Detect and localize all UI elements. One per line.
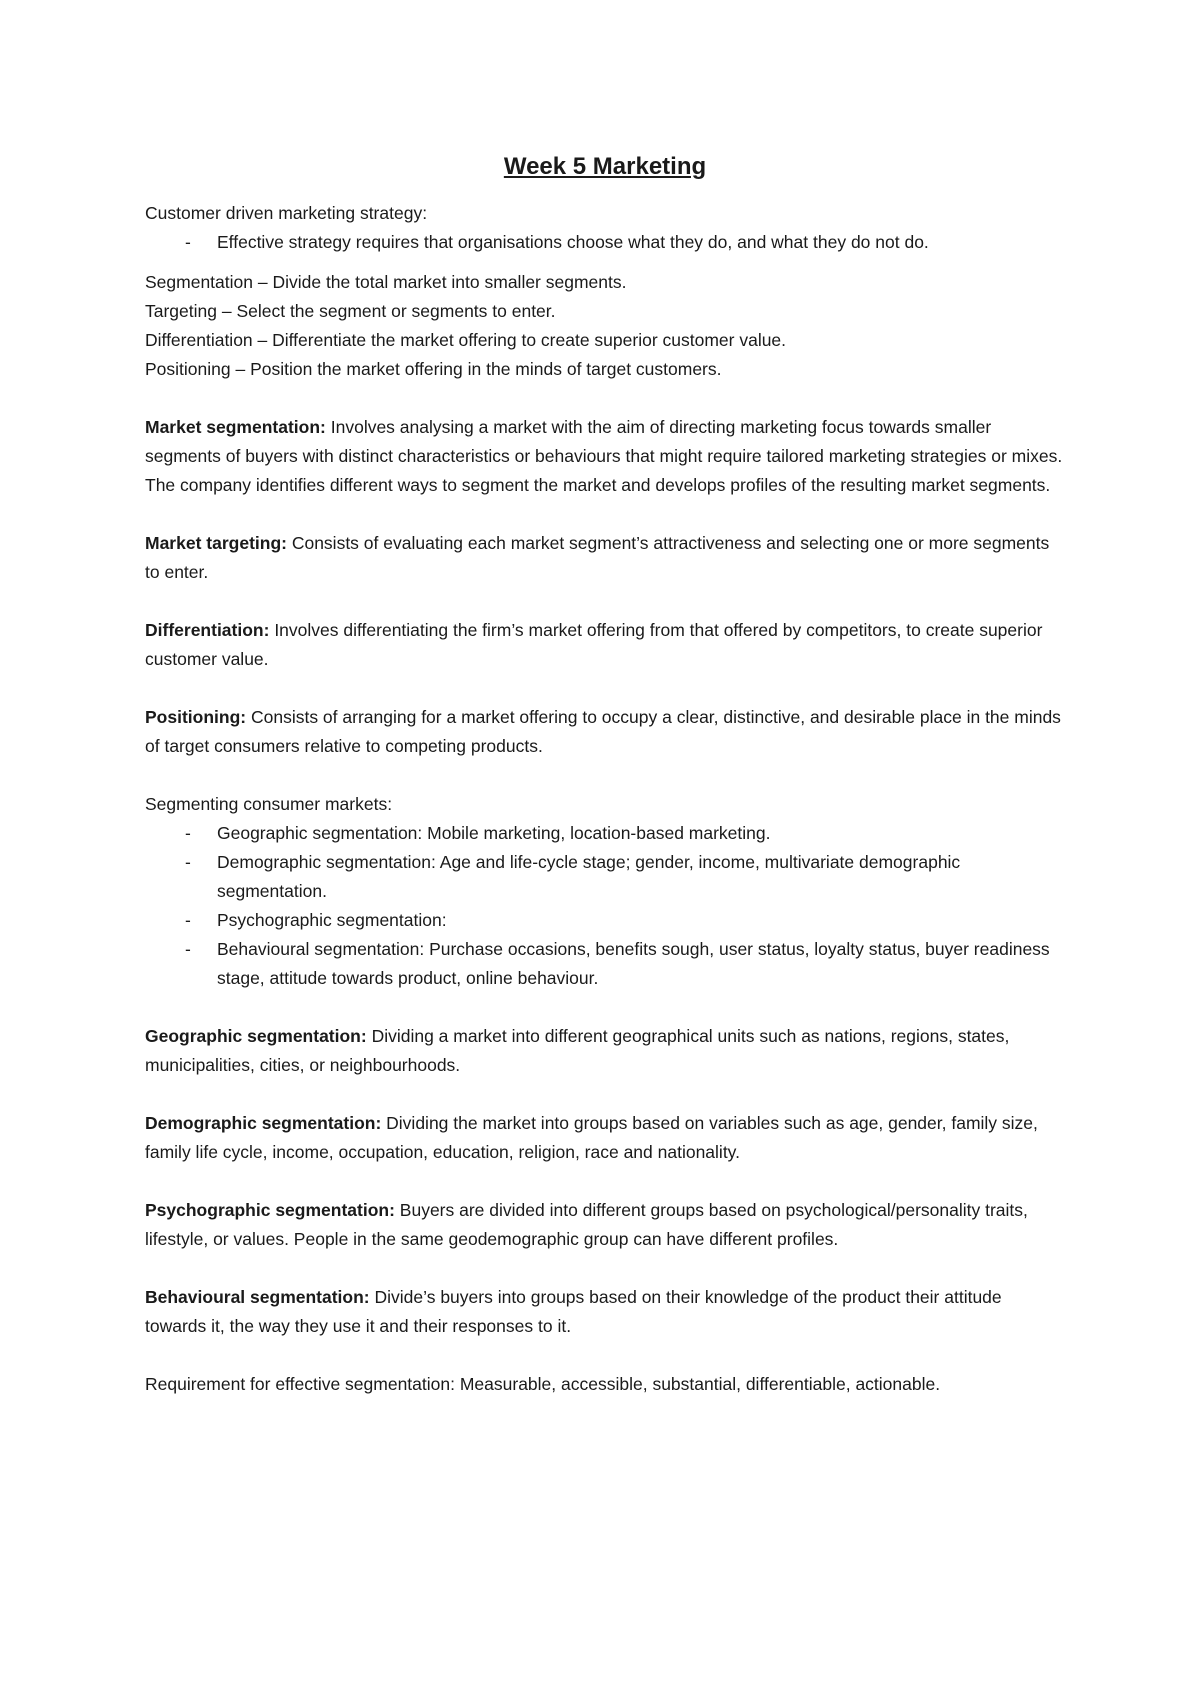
definition-positioning: Positioning: Consists of arranging for a market offering to occupy a clear, distinctive, and desirable place in the minds of target consumers relative to competing products. [145, 707, 1061, 756]
step-targeting: Targeting – Select the segment or segments to enter. [145, 301, 556, 321]
list-item: - Geographic segmentation: Mobile marketing, location-based marketing. [145, 819, 1065, 848]
definition-market-targeting: Market targeting: Consists of evaluating each market segment’s attractiveness and selecting one or more segments to enter. [145, 533, 1050, 582]
definition-market-segmentation: Market segmentation: Involves analysing a market with the aim of directing marketing focus towards smaller segments of buyers with distinct characteristics or behaviours that might require tailored marketing strategies or mixes. The company identifies different ways to segment the market and develops profiles of the resulting market segments. [145, 417, 1063, 495]
dash-bullet: - [185, 852, 191, 872]
list-item: - Behavioural segmentation: Purchase occasions, benefits sough, user status, loyalty status, buyer readiness stage, attitude towards product, online behaviour. [145, 935, 1065, 993]
definition-psychographic-segmentation: Psychographic segmentation: Buyers are divided into different groups based on psychological/personality traits, lifestyle, or values. People in the same geodemographic group can have different profiles. [145, 1200, 1028, 1249]
document-title: Week 5 Marketing [503, 153, 707, 180]
dash-bullet: - [185, 232, 191, 252]
document-body [145, 150, 1065, 1399]
step-positioning: Positioning – Position the market offering in the minds of target customers. [145, 359, 722, 379]
definition-behavioural-segmentation: Behavioural segmentation: Divide’s buyers into groups based on their knowledge of the product their attitude towards it, the way they use it and their responses to it. [145, 1287, 1002, 1336]
list-item: - Demographic segmentation: Age and life-cycle stage; gender, income, multivariate demographic segmentation. [145, 848, 1065, 906]
list-item: - Psychographic segmentation: [145, 906, 1065, 935]
segmenting-bullet-list [145, 819, 1065, 993]
list-item: - Effective strategy requires that organisations choose what they do, and what they do not do. [145, 228, 1065, 257]
definition-demographic-segmentation: Demographic segmentation: Dividing the market into groups based on variables such as age, gender, family size, family life cycle, income, occupation, education, religion, race and nationality. [145, 1113, 1038, 1162]
dash-bullet: - [185, 823, 191, 843]
dash-bullet: - [185, 910, 191, 930]
step-differentiation: Differentiation – Differentiate the market offering to create superior customer value. [145, 330, 787, 350]
step-segmentation: Segmentation – Divide the total market into smaller segments. [145, 272, 627, 292]
definition-geographic-segmentation: Geographic segmentation: Dividing a market into different geographical units such as nations, regions, states, municipalities, cities, or neighbourhoods. [145, 1026, 1010, 1075]
intro-heading: Customer driven marketing strategy: [145, 203, 428, 223]
segmenting-heading: Segmenting consumer markets: [145, 794, 393, 814]
strategy-steps [145, 268, 1065, 384]
intro-bullet-list [145, 228, 1065, 257]
requirement-paragraph: Requirement for effective segmentation: Measurable, accessible, substantial, differentiable, actionable. [145, 1374, 941, 1394]
definition-differentiation: Differentiation: Involves differentiating the firm’s market offering from that offered by competitors, to create superior customer value. [145, 620, 1043, 669]
dash-bullet: - [185, 939, 191, 959]
